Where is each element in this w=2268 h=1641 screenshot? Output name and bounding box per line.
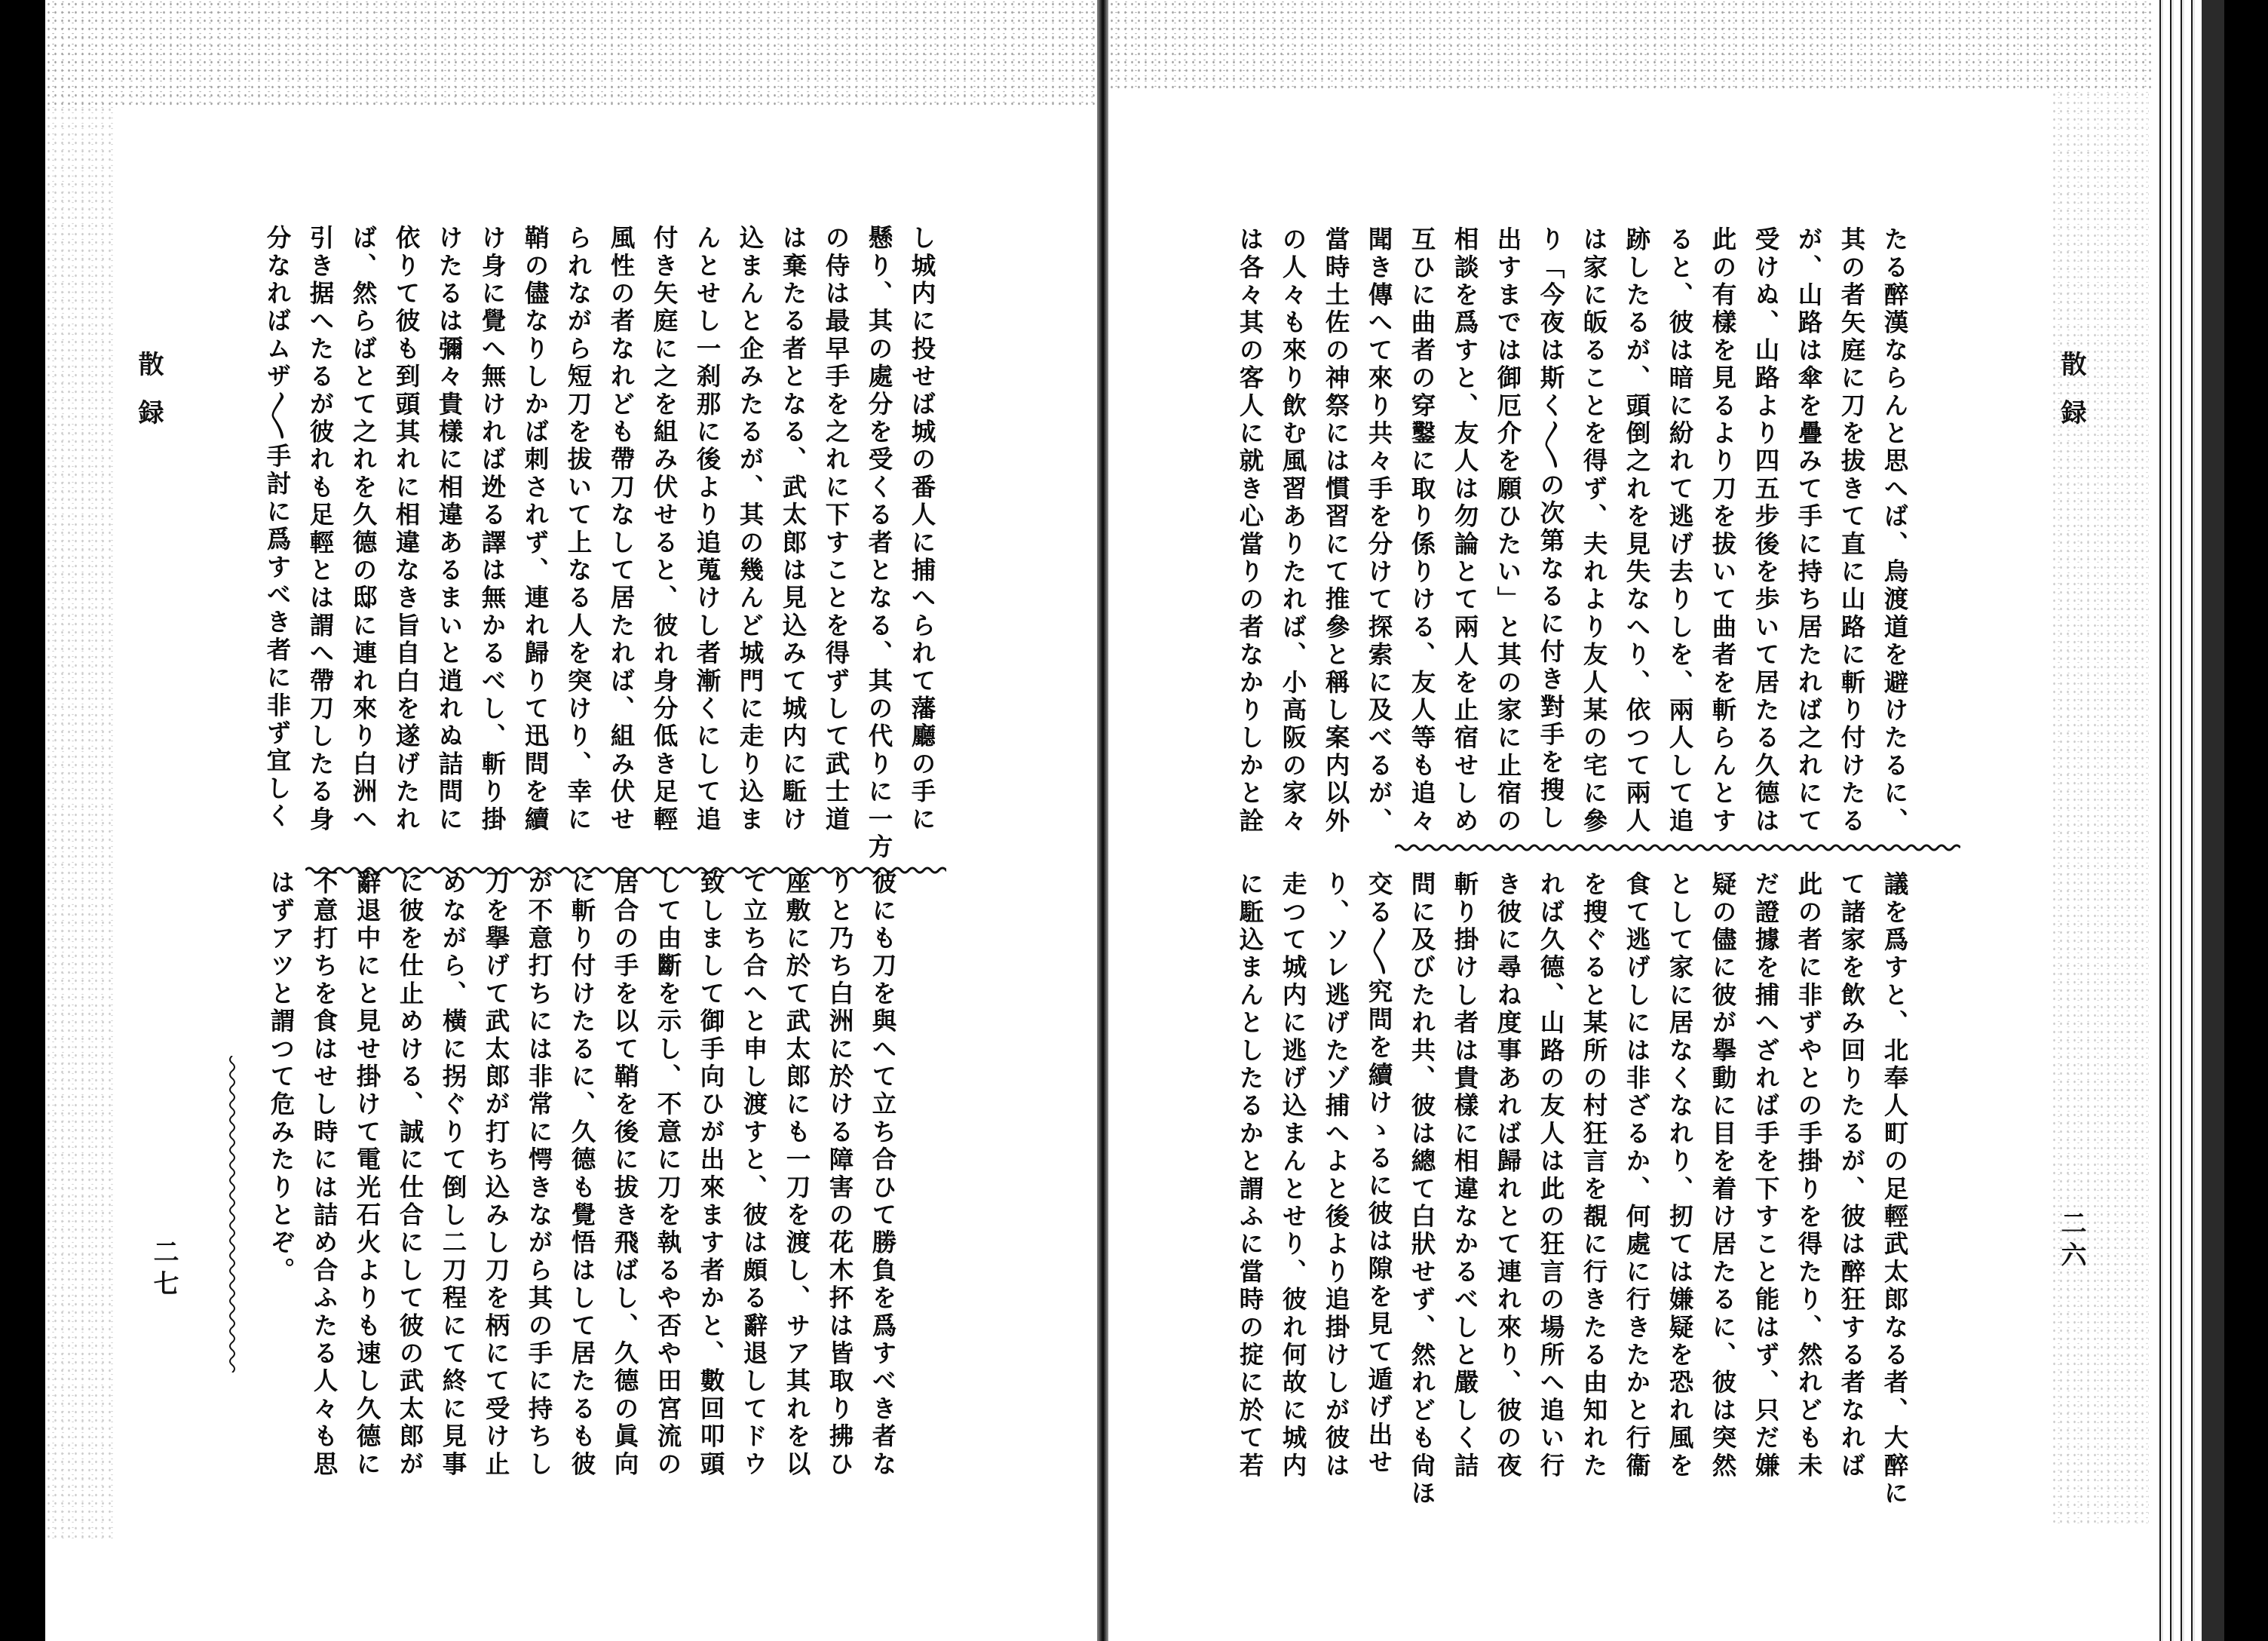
book-spine xyxy=(1097,0,1108,1641)
left-upper-text: し城内に投せば城の番人に捕へられて藩廳の手に 懸り、其の處分を受くる者となる、其の代りに一方 の侍は最早手を之れに下すことを得ずして武士道 は棄たる者となる、武太郎は見込みて城内に駈け 込まんと企みたるが、其の幾んど城門に走り込ま んとせし一刹那に後より追蒐けし者漸くにして追 付き矢庭に之を組み伏せると、彼れ身分低き足輕 風性の者なれども帶刀なして居たれば、組み伏せ られながら短刀を拔いて上なる人を突けり、幸に 鞘の儘なりしかば刺されず、連れ歸りて迅問を續 け身に覺へ無ければ迯る譯は無かるべし、斬り掛 けたるは彌々貴樣に相違あるまいと逍れぬ詰問に 依りて彼も到頭其れに相違なき旨自白を遂げたれ ば、然らばとて之れを久德の邸に連れ來り白洲へ 引き据へたるが彼れも足輕とは謂へ帶刀したる身 分なればムザ〳〵手討に爲すべき者に非ず宜しく xyxy=(263,225,937,862)
right-upper-text: たる醉漢ならんと思へば、烏渡道を避けたるに、 其の者矢庭に刀を拔きて直に山路に斬り付けたる が、山路は傘を疊みて手に持ち居たれば之れにて 受けぬ、山路より四五步後を歩いて居たる久德は 此の有樣を見るより刀を拔いて曲者を斬らんとす ると、彼は暗に紛れて逃げ去りしを、兩人して追 跡したるが、頭倒之れを見失なへり、依つて兩人 は家に皈ることを得ず、夫れより友人某の宅に參 り「今夜は斯く〳〵の次第なるに付き對手を搜し 出すまでは御厄介を願ひたい」と其の家に止宿の 相談を爲すと、友人は勿論とて兩人を止宿せしめ 互ひに曲者の穿鑿に取り係りける、友人等も追々 聞き傳へて來り共々手を分けて探索に及べるが、 當時土佐の神祭には慣習にて推參と稱し案内以外 の人々も來り飲む風習ありたれば、小高阪の家々 は各々其の客人に就き心當りの者なかりしかと詮 xyxy=(1236,226,1910,836)
section-divider xyxy=(1395,843,1960,852)
running-head-right: 散録 xyxy=(2056,351,2086,447)
right-lower-text: 議を爲すと、北奉人町の足輕武太郎なる者、大醉に て諸家を飲み回りたるが、彼は醉狂する者なれば 此の者に非ずやとの手掛りを得たり、然れども未 だ證據を捕へざれば手を下すこと能はず、只だ嫌 疑の儘に彼が擧動に目を着け居たるに、彼は突然 として家に居なくなれり、扨ては嫌疑を恐れ風を 食て逃げしには非ざるか、何處に行きたかと行衞 を搜ぐると某所の村狂言を覩に行きたる由知れた れば久德、山路の友人は此の狂言の場所へ追い行 き彼に尋ね度事あれば歸れとて連れ來り、彼の夜 斬り掛けし者は貴樣に相違なかるべしと嚴しく詰 問に及びたれ共、彼は總て白狀せず、然れども尙ほ 交る〳〵究問を續けゝるに彼は隙を見て遁げ出せ り、ソレ逃げたゾ捕へよと後より追掛けしが彼は 走つて城内に逃げ込まんとせり、彼れ何故に城内 に駈込まんとしたるかと謂ふに當時の掟に於て若 xyxy=(1236,871,1910,1508)
page-edges xyxy=(2153,0,2224,1641)
end-mark-line xyxy=(228,1056,237,1373)
running-head-left: 散録 xyxy=(133,351,164,447)
page-number-left: 二七 xyxy=(149,1238,179,1302)
page-number-right: 二六 xyxy=(2056,1210,2086,1273)
left-lower-text: 彼にも刀を與へて立ち合ひて勝負を爲すべき者な りと乃ち白洲に於ける障害の花木抔は皆取り拂ひ 座敷に於て武太郎にも一刀を渡し、サア其れを以 て立ち合へと申し渡すと、彼は頗る辭退してドウ 致しまして御手向ひが出來ます者かと、數回叩頭 して由斷を示し、不意に刀を執るや否や田宮流の 居合の手を以て鞘を後に拔き飛ばし、久德の眞向 に斬り付けたるに、久德も覺悟はして居たるも彼 が不意打ちには非常に愕きながら其の手に持ちし 刀を擧げて武太郎が打ち込みし刀を柄にて受け止 めながら、橫に拐ぐりて倒し二刀程にて終に見事 に彼を仕止めける、誠に仕合にして彼の武太郎が 辭退中にと見せ掛けて電光石火よりも速し久德に 不意打ちを食はせし時には詰め合ふたる人々も思 はずアツと謂つて危みたりとぞ。 xyxy=(267,870,898,1479)
